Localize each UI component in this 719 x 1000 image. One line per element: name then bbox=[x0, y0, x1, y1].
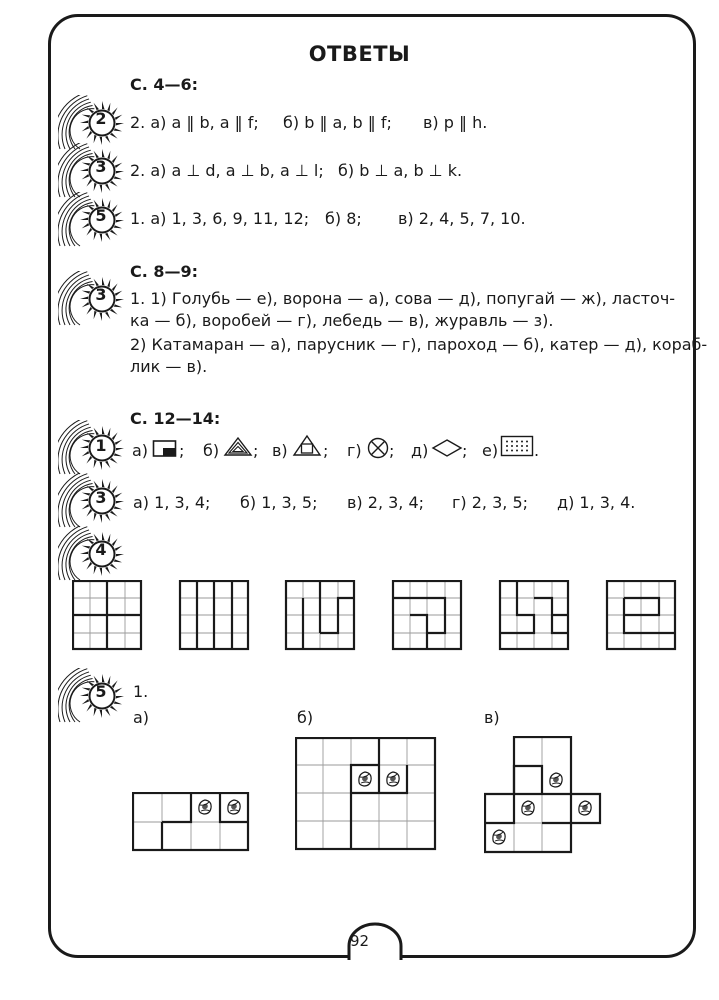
rose-icon bbox=[226, 799, 242, 815]
answer-line-2: ка — б), воробей — г), лебедь — в), журавль — з). bbox=[130, 311, 554, 330]
answer-3-a: а) 1, 3, 4; bbox=[133, 493, 211, 512]
answer-5c: в) 2, 4, 5, 7, 10. bbox=[398, 209, 526, 228]
option-f-label: е) bbox=[482, 441, 499, 460]
task-number: 4 bbox=[95, 540, 107, 559]
answer-line-3: 2) Катамаран — а), парусник — г), пароход — б), катер — д), кораб- bbox=[130, 335, 708, 354]
option-b-label: б) bbox=[203, 441, 220, 460]
task-number: 1 bbox=[95, 436, 107, 455]
figure-b-grid bbox=[295, 737, 437, 851]
figure-c-grid bbox=[484, 736, 604, 854]
diamond-icon bbox=[431, 438, 463, 458]
sep: ; bbox=[323, 441, 329, 460]
answer-line-1: 1. 1) Голубь — е), ворона — а), сова — д), попугай — ж), ласточ- bbox=[130, 289, 676, 308]
option-a-label: а) bbox=[132, 441, 149, 460]
answer-2a: 2. а) a ‖ b, a ‖ f; bbox=[130, 113, 259, 132]
answer-3-c: в) 2, 3, 4; bbox=[347, 493, 425, 512]
figure-b-label: б) bbox=[297, 708, 314, 727]
figure-a-label: а) bbox=[133, 708, 150, 727]
rose-icon bbox=[357, 771, 373, 787]
sep: ; bbox=[179, 441, 185, 460]
answer-2c: в) p ‖ h. bbox=[423, 113, 488, 132]
rose-icon bbox=[520, 800, 536, 816]
task-number: 5 bbox=[95, 682, 107, 701]
sep: ; bbox=[462, 441, 468, 460]
sep: ; bbox=[389, 441, 395, 460]
answer-2b: б) b ‖ a, b ‖ f; bbox=[283, 113, 392, 132]
rose-icon bbox=[491, 829, 507, 845]
circle-with-cross-icon bbox=[366, 436, 390, 460]
rose-icon bbox=[197, 799, 213, 815]
square-with-filled-corner-icon bbox=[152, 437, 178, 459]
task-number: 3 bbox=[95, 285, 107, 304]
answer-line-4: лик — в). bbox=[130, 357, 208, 376]
task-number: 3 bbox=[95, 488, 107, 507]
nested-triangles-icon bbox=[223, 436, 253, 458]
answer-3-b: б) 1, 3, 5; bbox=[240, 493, 318, 512]
option-c-label: в) bbox=[272, 441, 288, 460]
page-number: 92 bbox=[349, 932, 370, 950]
task-number: 5 bbox=[95, 206, 107, 225]
section-heading-3: С. 12—14: bbox=[130, 409, 221, 428]
answer-5b: б) 8; bbox=[325, 209, 362, 228]
rose-icon bbox=[385, 771, 401, 787]
option-e-label: д) bbox=[411, 441, 429, 460]
triangle-with-square-icon bbox=[292, 434, 322, 458]
task-number: 2 bbox=[95, 109, 107, 128]
sep: ; bbox=[253, 441, 259, 460]
section-heading-1: С. 4—6: bbox=[130, 75, 199, 94]
grid-figures-row bbox=[72, 580, 680, 652]
rose-icon bbox=[548, 772, 564, 788]
figure-c-label: в) bbox=[484, 708, 500, 727]
figure-a-grid bbox=[132, 792, 250, 852]
answer-3a: 2. а) a ⊥ d, a ⊥ b, a ⊥ l; bbox=[130, 161, 324, 180]
section-heading-2: С. 8—9: bbox=[130, 262, 199, 281]
rose-icon bbox=[577, 800, 593, 816]
task5-intro: 1. bbox=[133, 682, 149, 701]
option-d-label: г) bbox=[347, 441, 362, 460]
page-title: ОТВЕТЫ bbox=[308, 42, 411, 66]
answer-5a: 1. а) 1, 3, 6, 9, 11, 12; bbox=[130, 209, 310, 228]
answer-3-e: д) 1, 3, 4. bbox=[557, 493, 636, 512]
answer-3-d: г) 2, 3, 5; bbox=[452, 493, 529, 512]
answer-3b: б) b ⊥ a, b ⊥ k. bbox=[338, 161, 463, 180]
dotted-rectangle-icon bbox=[500, 435, 534, 457]
end-period: . bbox=[534, 441, 540, 460]
task-number: 3 bbox=[95, 157, 107, 176]
